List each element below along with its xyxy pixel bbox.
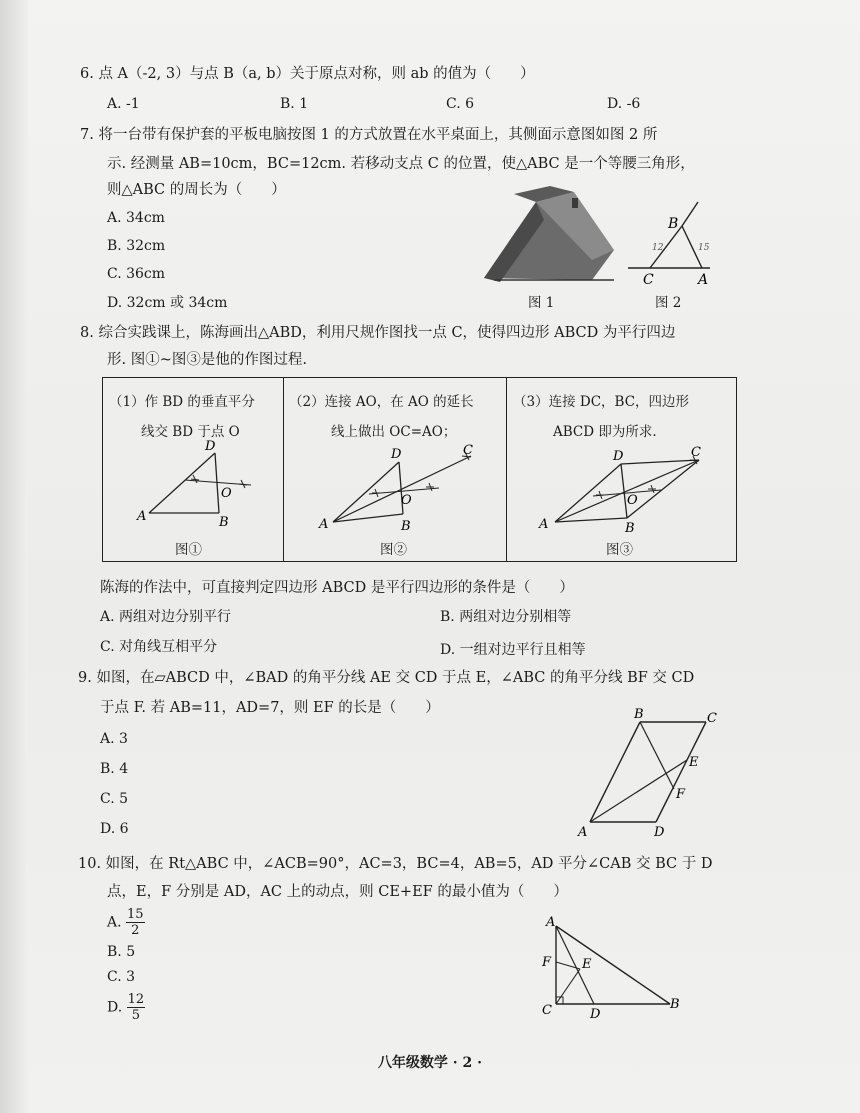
- q10-option-a-fraction: [126, 907, 145, 938]
- q10-option-a-denominator: 2: [131, 923, 140, 938]
- s1-label-o: O: [221, 486, 232, 501]
- q8-option-a: A. 两组对边分别平行: [100, 609, 232, 625]
- construction-steps-table: [102, 377, 737, 562]
- s2-label-c: C: [463, 443, 473, 458]
- fig2-note-right: 15: [698, 243, 710, 253]
- fig2-note-left: 12: [652, 243, 664, 253]
- q9-stem-line2: 于点 F. 若 AB=11，AD=7，则 EF 的长是（ ）: [100, 700, 440, 716]
- q10-label-a: A: [546, 915, 556, 930]
- q9-label-d: D: [654, 825, 665, 840]
- step1-line2: 线交 BD 于点 O: [141, 424, 240, 440]
- q7-stem-line3: 则△ABC 的周长为（ ）: [107, 182, 286, 198]
- step2-caption: 图②: [380, 542, 407, 558]
- step1-diagram: [133, 440, 263, 530]
- q9-label-e: E: [689, 755, 699, 770]
- q10-option-c: C. 3: [107, 969, 136, 985]
- q9-option-d: D. 6: [100, 821, 129, 837]
- step3-line2: ABCD 即为所求.: [553, 424, 657, 440]
- s3-label-a: A: [539, 517, 549, 532]
- q10-option-b: B. 5: [107, 944, 136, 960]
- q10-label-b: B: [670, 997, 680, 1012]
- q9-stem-line1: 9. 如图，在▱ABCD 中，∠BAD 的角平分线 AE 交 CD 于点 E，∠ABC 的角平分线 BF 交 CD: [78, 670, 695, 686]
- q7-option-b: B. 32cm: [107, 238, 166, 254]
- step1-line1: （1）作 BD 的垂直平分: [109, 394, 255, 410]
- q10-option-d-denominator: 5: [131, 1008, 141, 1023]
- q10-label-e: E: [582, 957, 592, 972]
- q10-option-d: [107, 992, 145, 1023]
- q9-option-c: C. 5: [100, 791, 129, 807]
- tablet-photo: [474, 180, 624, 290]
- table-divider: [506, 378, 507, 561]
- q10-label-d: D: [590, 1007, 601, 1022]
- step2-diagram: [315, 442, 495, 534]
- step3-line1: （3）连接 DC，BC，四边形: [513, 394, 690, 410]
- q6-option-a: A. -1: [107, 96, 140, 112]
- s1-label-a: A: [137, 509, 147, 524]
- s1-label-d: D: [205, 440, 216, 454]
- fig2-label-c: C: [643, 272, 654, 288]
- q9-label-b: B: [634, 707, 644, 722]
- s2-label-d: D: [391, 447, 402, 462]
- q10-option-d-numerator: 12: [127, 992, 145, 1007]
- s2-label-b: B: [401, 519, 411, 534]
- figure2-caption: 图 2: [655, 295, 682, 311]
- q10-stem-line1: 10. 如图，在 Rt△ABC 中，∠ACB=90°，AC=3，BC=4，AB=5，AD 平分∠CAB 交 BC 于 D: [78, 856, 713, 872]
- q10-stem-line2: 点，E，F 分别是 AD，AC 上的动点，则 CE+EF 的最小值为（ ）: [107, 884, 568, 900]
- q10-diagram: [536, 914, 686, 1026]
- q6-option-c: C. 6: [446, 96, 475, 112]
- fig2-label-b: B: [668, 216, 679, 232]
- figure1-caption: 图 1: [528, 295, 555, 311]
- q8-stem-line1: 8. 综合实践课上，陈海画出△ABD，利用尺规作图找一点 C，使得四边形 ABCD 为平行四边: [80, 325, 676, 341]
- q7-option-d: D. 32cm 或 34cm: [107, 295, 228, 311]
- s1-label-b: B: [219, 515, 229, 530]
- q10-label-f: F: [542, 955, 552, 970]
- step2-line1: （2）连接 AO，在 AO 的延长: [289, 394, 474, 410]
- s3-label-c: C: [691, 445, 701, 460]
- q7-option-a: A. 34cm: [107, 210, 165, 226]
- s3-label-b: B: [625, 521, 635, 534]
- q9-label-a: A: [578, 825, 588, 840]
- q8-option-b: B. 两组对边分别相等: [440, 609, 572, 625]
- s3-label-d: D: [613, 449, 624, 464]
- q8-option-d: D. 一组对边平行且相等: [440, 642, 586, 658]
- table-divider: [283, 378, 284, 561]
- q10-label-c: C: [542, 1003, 552, 1018]
- q10-option-a-letter: A.: [107, 914, 122, 931]
- s2-label-o: O: [401, 493, 412, 508]
- q6-option-d: D. -6: [607, 96, 641, 112]
- s2-label-a: A: [319, 517, 329, 532]
- page-footer: 八年级数学 · 2 ·: [377, 1055, 483, 1071]
- q10-option-d-fraction: [127, 992, 146, 1023]
- q9-label-f: F: [676, 787, 686, 802]
- q7-stem-line1: 7. 将一台带有保护套的平板电脑按图 1 的方式放置在水平桌面上，其侧面示意图如图 2 所: [80, 127, 658, 143]
- q7-stem-line2: 示. 经测量 AB=10cm，BC=12cm. 若移动支点 C 的位置，使△ABC 是一个等腰三角形，: [107, 156, 695, 172]
- q6-stem: 6. 点 A（-2, 3）与点 B（a, b）关于原点对称，则 ab 的值为（ ）: [80, 66, 535, 82]
- q9-option-b: B. 4: [100, 761, 129, 777]
- page-edge-shadow: [0, 0, 28, 1113]
- q8-question: 陈海的作法中，可直接判定四边形 ABCD 是平行四边形的条件是（ ）: [100, 580, 574, 596]
- s3-label-o: O: [627, 493, 638, 508]
- figure2-diagram: [622, 198, 712, 290]
- q10-option-a: [107, 907, 145, 938]
- step3-diagram: [535, 442, 725, 534]
- q6-option-b: B. 1: [280, 96, 309, 112]
- q8-stem-line2: 形. 图①~图③是他的作图过程.: [107, 352, 307, 368]
- step1-caption: 图①: [175, 542, 202, 558]
- step3-caption: 图③: [606, 542, 633, 558]
- q8-option-c: C. 对角线互相平分: [100, 639, 218, 655]
- q9-label-c: C: [707, 711, 717, 726]
- q10-option-d-letter: D.: [107, 999, 123, 1016]
- q7-option-c: C. 36cm: [107, 266, 166, 282]
- fig2-label-a: A: [698, 272, 709, 288]
- step2-line2: 线上做出 OC=AO；: [331, 424, 457, 440]
- q10-option-a-numerator: 15: [127, 907, 144, 922]
- q9-diagram: [574, 704, 734, 844]
- q9-option-a: A. 3: [100, 731, 128, 747]
